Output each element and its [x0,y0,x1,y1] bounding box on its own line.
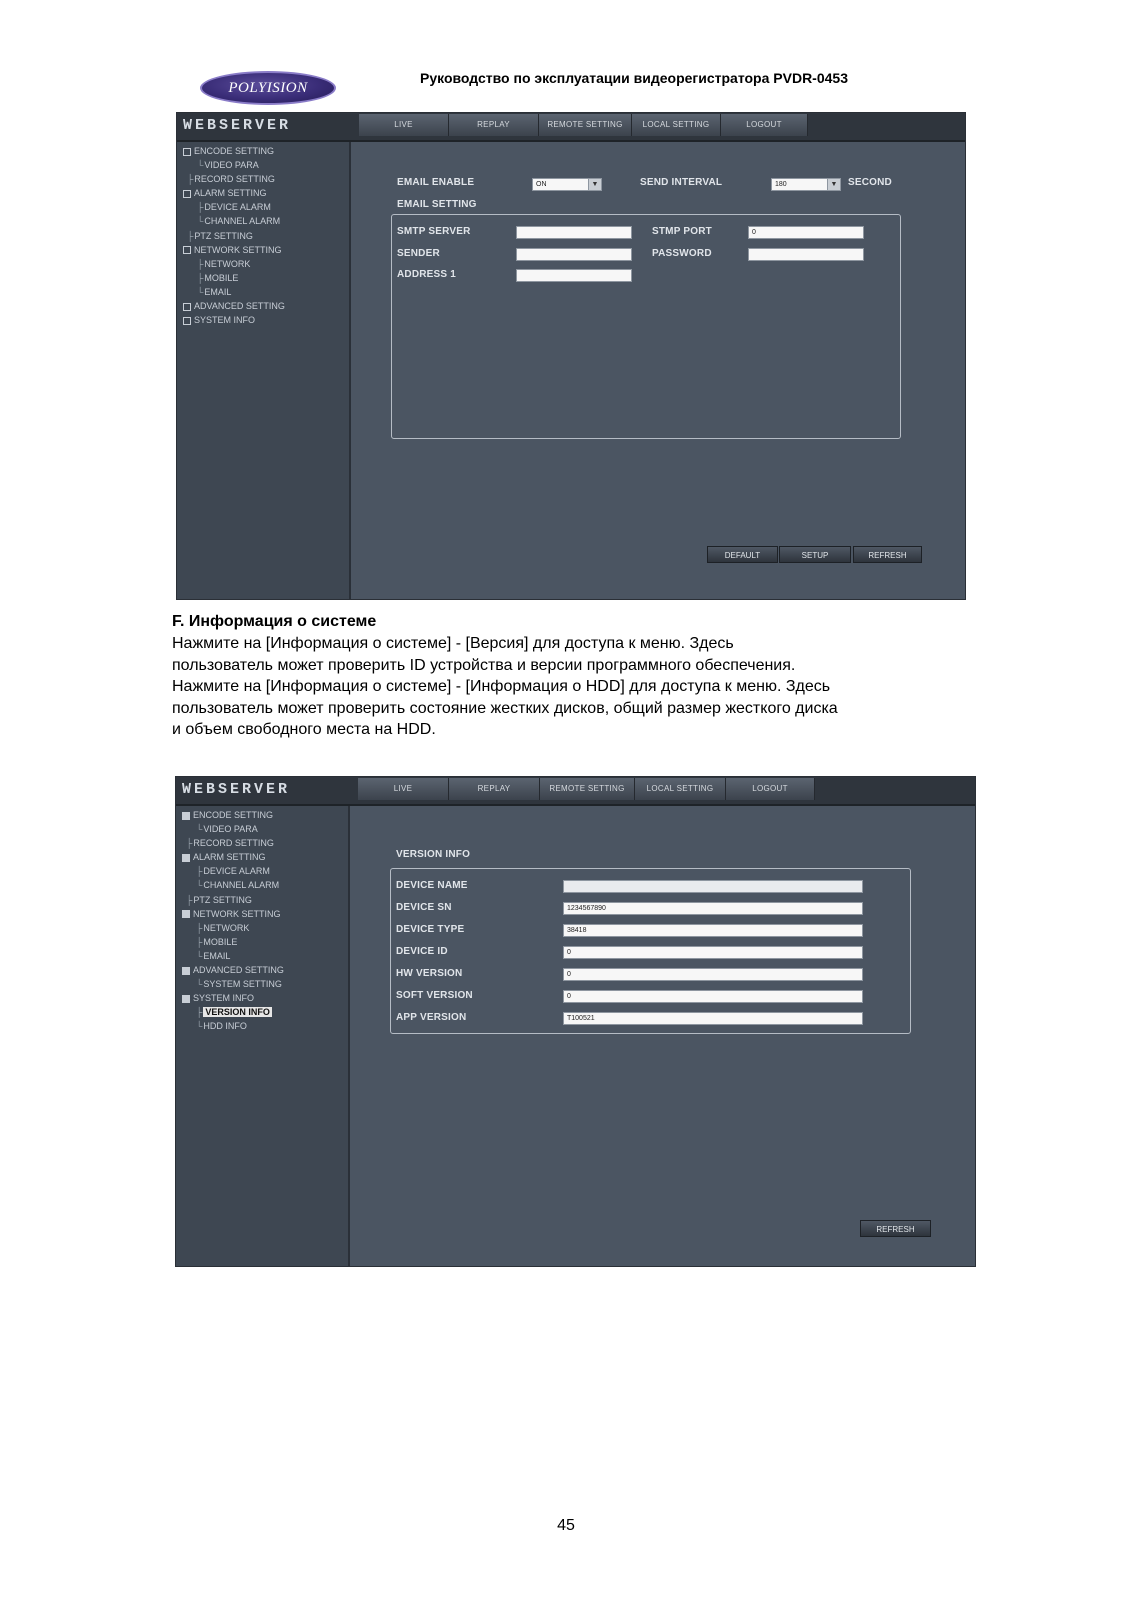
tree-channel-alarm[interactable]: └CHANNEL ALARM [196,880,280,891]
tree-video-para[interactable]: └VIDEO PARA [197,160,259,171]
expand-icon [183,246,191,254]
send-interval-label: SEND INTERVAL [640,177,723,188]
email-settings-panel [351,142,965,599]
collapse-icon [182,967,190,975]
setup-button[interactable]: SETUP [779,546,851,563]
tree-email[interactable]: └EMAIL [197,286,232,297]
device-sn-field: 1234567890 [563,902,863,915]
tree-ptz-setting[interactable]: ├PTZ SETTING [187,230,253,241]
tree-email[interactable]: └EMAIL [196,950,231,961]
sender-input[interactable] [516,248,632,261]
hw-version-field: 0 [563,968,863,981]
top-nav [359,113,808,140]
section-paragraph [172,633,972,741]
tree-record-setting[interactable]: ├RECORD SETTING [187,174,275,185]
tree-ptz-setting[interactable]: ├PTZ SETTING [186,894,252,905]
tree-network[interactable]: ├NETWORK [196,922,250,933]
tree-network-setting[interactable]: NETWORK SETTING [183,243,285,257]
password-label: PASSWORD [652,248,712,259]
password-input[interactable] [748,248,864,261]
nav-logout[interactable]: LOGOUT [726,778,815,800]
tree-encode-setting[interactable]: ENCODE SETTING [182,808,284,822]
address-1-input[interactable] [516,269,632,282]
nav-remote-setting[interactable]: REMOTE SETTING [539,114,632,136]
device-name-label: DEVICE NAME [396,880,468,891]
chevron-down-icon: ▼ [588,179,601,190]
app-version-field: T100521 [563,1012,863,1025]
paragraph-line: и объем свободного места на HDD. [172,721,436,738]
address-1-label: ADDRESS 1 [397,269,457,280]
paragraph-line: пользователь может проверить состояние жестких дисков, общий размер жесткого диска [172,699,838,717]
webserver-logo: WEBSERVER [183,117,292,134]
device-sn-label: DEVICE SN [396,902,452,913]
tree-channel-alarm[interactable]: └CHANNEL ALARM [197,216,281,227]
tree-system-info[interactable]: SYSTEM INFO [182,991,284,1005]
hw-version-label: HW VERSION [396,968,463,979]
default-button[interactable]: DEFAULT [707,546,778,563]
expand-icon [183,190,191,198]
nav-local-setting[interactable]: LOCAL SETTING [635,778,726,800]
stmp-port-label: STMP PORT [652,226,712,237]
refresh-button[interactable]: REFRESH [860,1220,931,1237]
device-id-label: DEVICE ID [396,946,448,957]
collapse-icon [182,812,190,820]
nav-remote-setting[interactable]: REMOTE SETTING [540,778,635,800]
tree-version-info[interactable]: ├ VERSION INFO [196,1007,270,1018]
stmp-port-input[interactable]: 0 [748,226,864,239]
version-info-panel [350,806,975,1266]
second-unit-label: SECOND [848,177,892,188]
nav-replay[interactable]: REPLAY [449,778,540,800]
tree-mobile[interactable]: ├MOBILE [197,272,239,283]
paragraph-line: пользователь может проверить ID устройства и версии программного обеспечения. [172,656,796,674]
device-name-field [563,880,863,893]
nav-local-setting[interactable]: LOCAL SETTING [632,114,721,136]
soft-version-field: 0 [563,990,863,1003]
smtp-server-label: SMTP SERVER [397,226,471,237]
settings-tree-sidebar [177,142,351,599]
nav-logout[interactable]: LOGOUT [721,114,808,136]
email-setting-title: EMAIL SETTING [397,199,477,210]
email-enable-select[interactable]: ON ▼ [532,178,602,191]
tree-advanced-setting[interactable]: ADVANCED SETTING [183,299,285,313]
tree-system-setting[interactable]: └SYSTEM SETTING [196,979,282,990]
webserver-email-screenshot [176,112,966,600]
webserver-top-bar [176,777,975,806]
webserver-logo: WEBSERVER [182,781,291,798]
collapse-icon [182,910,190,918]
expand-icon [183,317,191,325]
tree-alarm-setting[interactable]: ALARM SETTING [182,850,284,864]
polyvision-logo: POLYISION [200,71,336,105]
webserver-version-info-screenshot [175,776,976,1267]
document-header-title: Руководство по эксплуатации видеорегистратора PVDR-0453 [420,70,848,86]
webserver-top-bar [177,113,965,142]
device-type-field: 38418 [563,924,863,937]
tree-video-para[interactable]: └VIDEO PARA [196,824,258,835]
nav-live[interactable]: LIVE [358,778,449,800]
top-nav [358,777,815,804]
collapse-icon [182,854,190,862]
soft-version-label: SOFT VERSION [396,990,473,1001]
expand-icon [183,148,191,156]
tree-alarm-setting[interactable]: ALARM SETTING [183,186,285,200]
tree-device-alarm[interactable]: ├DEVICE ALARM [196,866,270,877]
tree-hdd-info[interactable]: └HDD INFO [196,1021,247,1032]
section-title: F. Информация о системе [172,613,377,630]
page-number: 45 [557,1517,575,1534]
chevron-down-icon: ▼ [827,179,840,190]
nav-replay[interactable]: REPLAY [449,114,539,136]
refresh-button[interactable]: REFRESH [853,546,922,563]
tree-record-setting[interactable]: ├RECORD SETTING [186,838,274,849]
smtp-server-input[interactable] [516,226,632,239]
tree-encode-setting[interactable]: ENCODE SETTING [183,144,285,158]
paragraph-line: Нажмите на [Информация о системе] - [Информация о HDD] для доступа к меню. Здесь [172,678,831,695]
tree-advanced-setting[interactable]: ADVANCED SETTING [182,963,284,977]
app-version-label: APP VERSION [396,1012,467,1023]
version-info-title: VERSION INFO [396,849,471,860]
nav-live[interactable]: LIVE [359,114,449,136]
device-type-label: DEVICE TYPE [396,924,465,935]
tree-system-info[interactable]: SYSTEM INFO [183,313,285,327]
tree-mobile[interactable]: ├MOBILE [196,936,238,947]
sender-label: SENDER [397,248,440,259]
tree-network-setting[interactable]: NETWORK SETTING [182,907,284,921]
paragraph-line: Нажмите на [Информация о системе] - [Версия] для доступа к меню. Здесь [172,635,734,652]
email-enable-label: EMAIL ENABLE [397,177,475,188]
tree-device-alarm[interactable]: ├DEVICE ALARM [197,202,271,213]
collapse-icon [182,995,190,1003]
send-interval-select[interactable]: 180 ▼ [771,178,841,191]
tree-network[interactable]: ├NETWORK [197,258,251,269]
expand-icon [183,303,191,311]
settings-tree-sidebar [176,806,350,1266]
device-id-field: 0 [563,946,863,959]
